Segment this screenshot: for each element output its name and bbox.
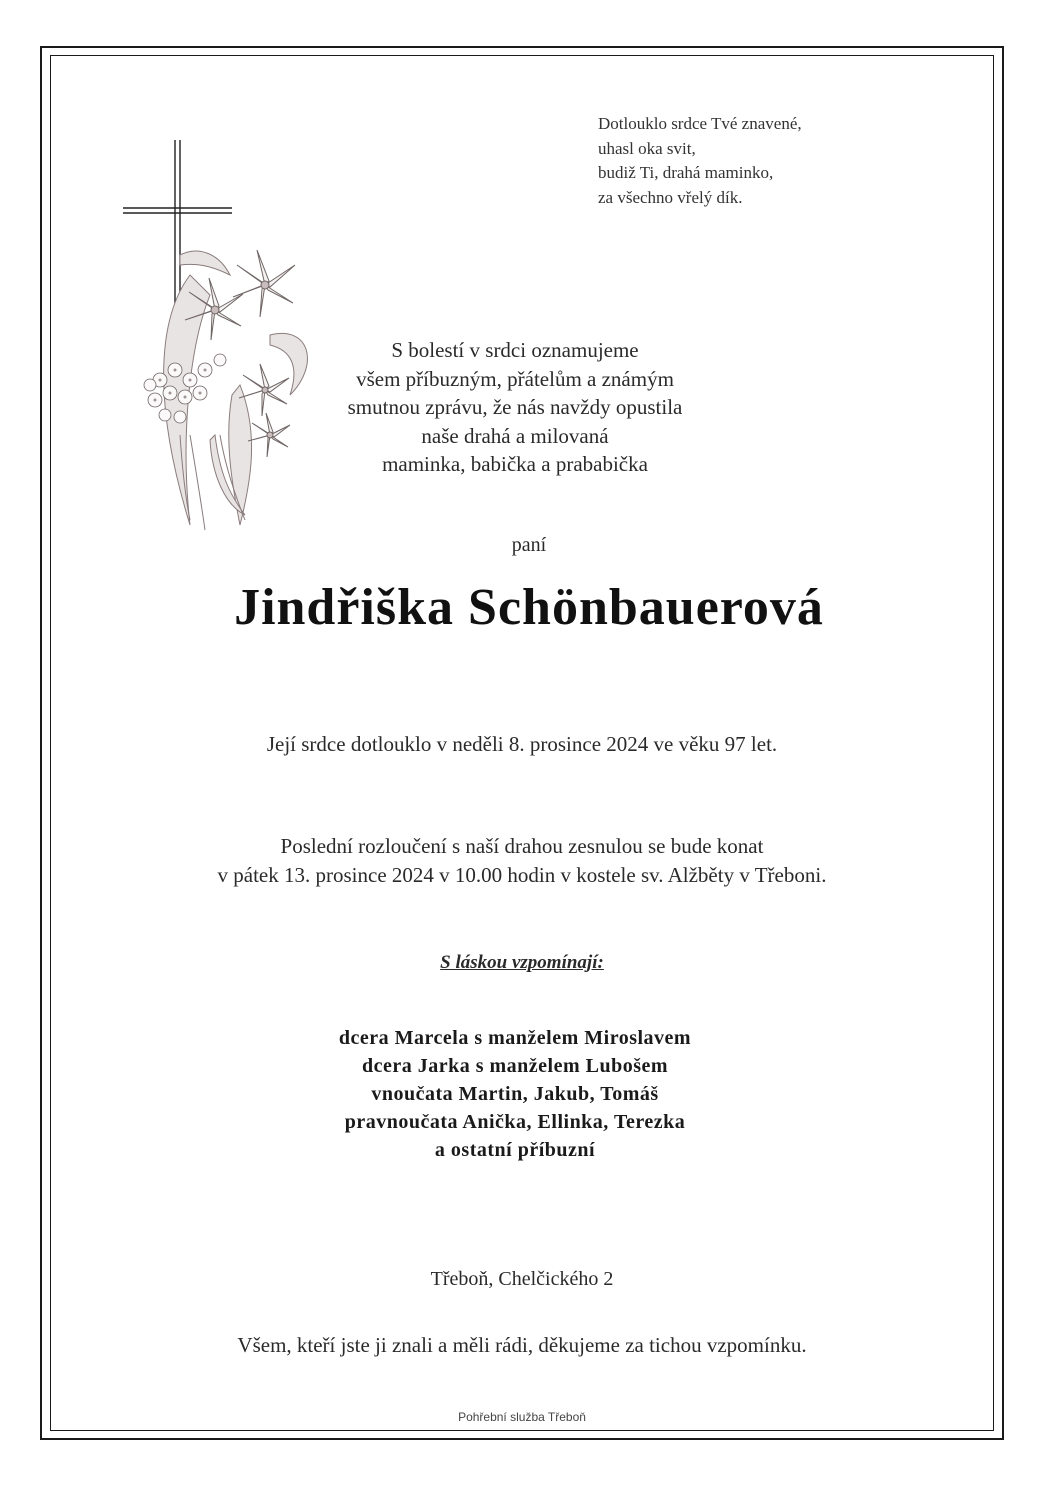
death-notice: Její srdce dotlouklo v neděli 8. prosince 2024 ve věku 97 let. bbox=[266, 732, 778, 756]
farewell-line: v pátek 13. prosince 2024 v 10.00 hodin v kostele sv. Alžběty v Třeboni. bbox=[217, 863, 827, 887]
announcement-line: S bolestí v srdci oznamujeme bbox=[391, 338, 639, 362]
cross-with-lilies-icon bbox=[120, 135, 330, 535]
funeral-service-footer: Pohřební služba Třeboň bbox=[458, 1410, 586, 1424]
announcement-line: maminka, babička a prababička bbox=[382, 452, 648, 476]
mourners-list bbox=[0, 1024, 1030, 1164]
mourner-line: pravnoučata Anička, Ellinka, Terezka bbox=[344, 1111, 686, 1133]
deceased-title: paní bbox=[511, 534, 547, 556]
mourner-line: dcera Marcela s manželem Miroslavem bbox=[338, 1027, 692, 1049]
poem bbox=[598, 112, 802, 210]
poem-line: za všechno vřelý dík. bbox=[598, 187, 743, 207]
mourners-heading: S láskou vzpomínají: bbox=[440, 952, 604, 973]
announcement-line: smutnou zprávu, že nás navždy opustila bbox=[347, 395, 683, 419]
announcement bbox=[300, 336, 730, 479]
farewell-line: Poslední rozloučení s naší drahou zesnulou se bude konat bbox=[280, 834, 764, 858]
announcement-line: všem příbuzným, přátelům a známým bbox=[356, 366, 674, 391]
thanks-text: Všem, kteří jste ji znali a měli rádi, děkujeme za tichou vzpomínku. bbox=[237, 1333, 807, 1357]
mourner-line: dcera Jarka s manželem Lubošem bbox=[361, 1055, 669, 1077]
farewell-info bbox=[0, 832, 1044, 890]
poem-line: uhasl oka svit, bbox=[598, 138, 696, 158]
deceased-name: Jindřiška Schönbauerová bbox=[234, 579, 824, 636]
address: Třeboň, Chelčického 2 bbox=[430, 1268, 614, 1290]
poem-line: Dotlouklo srdce Tvé znavené, bbox=[598, 114, 802, 133]
announcement-line: naše drahá a milovaná bbox=[421, 423, 609, 448]
mourner-line: a ostatní příbuzní bbox=[434, 1139, 596, 1161]
mourner-line: vnoučata Martin, Jakub, Tomáš bbox=[371, 1083, 659, 1105]
poem-line: budiž Ti, drahá maminko, bbox=[598, 163, 774, 182]
